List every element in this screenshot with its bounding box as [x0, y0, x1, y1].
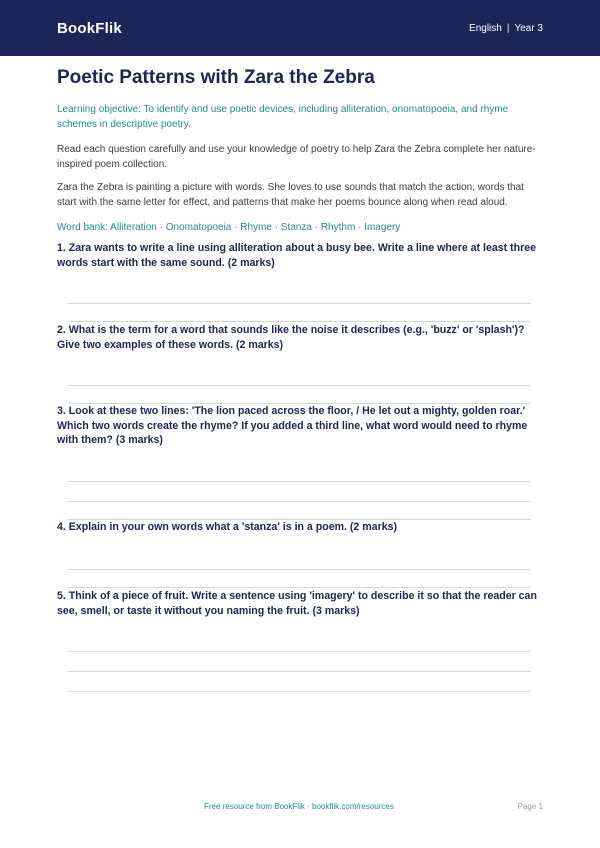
subject-year	[469, 23, 543, 34]
answer-line[interactable]	[68, 651, 531, 652]
question-2: 2. What is the term for a word that sounds like the noise it describes (e.g., 'buzz' or 'splash')? Give two examples of these words. (2 marks)	[57, 324, 525, 351]
page-number: Page 1	[517, 802, 543, 811]
subject-label: English	[469, 22, 502, 34]
brand-logo[interactable]: BookFlik	[57, 19, 122, 37]
page-title: Poetic Patterns with Zara the Zebra	[57, 67, 375, 88]
answer-line[interactable]	[68, 587, 531, 588]
story-text: Zara the Zebra is painting a picture with words. She loves to use sounds that match the action, words that start with the same letter for effect, and patterns that make her poems bounce along when read aloud.	[57, 182, 524, 208]
meta-separator: |	[506, 22, 510, 34]
answer-line[interactable]	[68, 321, 531, 322]
question-1: 1. Zara wants to write a line using alliteration about a busy bee. Write a line where at least three words start with the same sound. (2 marks)	[57, 242, 537, 269]
learning-objective: Learning objective: To identify and use poetic devices, including alliteration, onomatopoeia, and rhyme schemes in descriptive poetry.	[57, 104, 509, 130]
header-bar	[0, 0, 600, 56]
year-label: Year 3	[514, 22, 543, 34]
question-4: 4. Explain in your own words what a 'stanza' is in a poem. (2 marks)	[57, 521, 398, 533]
answer-line[interactable]	[68, 303, 531, 304]
answer-line[interactable]	[68, 385, 531, 386]
answer-line[interactable]	[68, 691, 531, 692]
footer-credit-link[interactable]: Free resource from BookFlik · bookflik.com/resources	[204, 802, 394, 811]
answer-line[interactable]	[68, 569, 531, 570]
question-3: 3. Look at these two lines: 'The lion paced across the floor, / He let out a mighty, golden roar.' Which two words create the rhyme? If you added a third line, what word would need to rhyme with them? (3 marks)	[57, 405, 528, 446]
answer-line[interactable]	[68, 501, 531, 502]
answer-line[interactable]	[68, 671, 531, 672]
intro-section	[57, 64, 543, 235]
instructions: Read each question carefully and use your knowledge of poetry to help Zara the Zebra complete her nature-inspired poem collection.	[57, 144, 536, 170]
word-bank: Word bank: Alliteration · Onomatopoeia · Rhyme · Stanza · Rhythm · Imagery	[57, 222, 401, 233]
question-5: 5. Think of a piece of fruit. Write a sentence using 'imagery' to describe it so that the reader can see, smell, or taste it without you naming the fruit. (3 marks)	[57, 590, 537, 617]
answer-line[interactable]	[68, 481, 531, 482]
